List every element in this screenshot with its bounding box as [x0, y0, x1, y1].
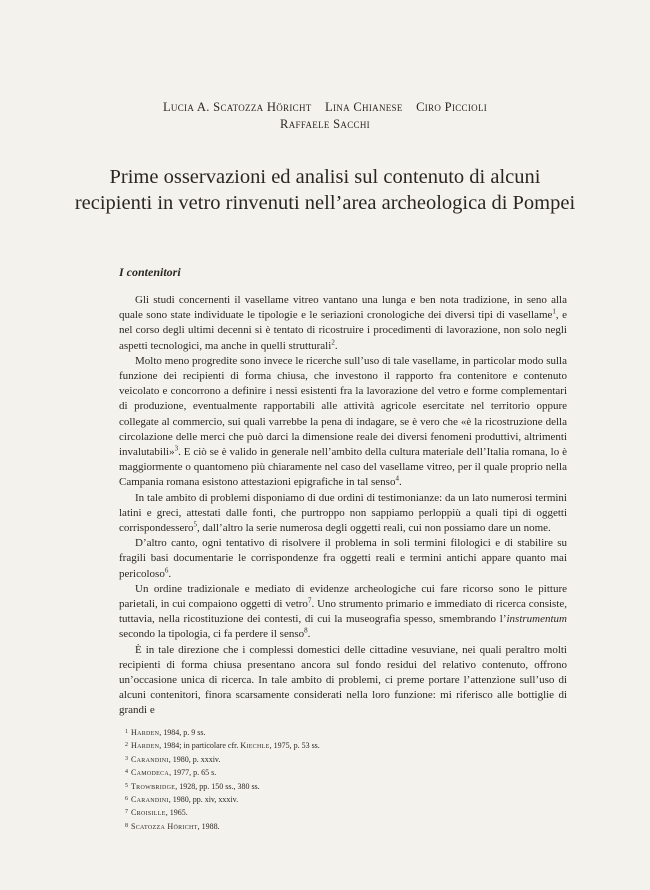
- footnote-ref: 4: [395, 474, 399, 483]
- author-list: [0, 99, 650, 133]
- footnote: [119, 780, 567, 793]
- footnote-text: , 1988.: [197, 821, 220, 831]
- text-run: .: [168, 567, 172, 580]
- footnote-number: 1: [125, 729, 128, 735]
- footnote-text: , 1980, p. xxxiv.: [168, 754, 221, 764]
- footnote-ref: 1: [552, 307, 556, 316]
- author-name: Lucia A. Scatozza Höricht: [162, 100, 312, 114]
- footnote-text: , 1984; in particolare cfr.: [159, 741, 241, 751]
- footnote-text: , 1928, pp. 150 ss., 380 ss.: [175, 781, 260, 791]
- title-line-2: recipienti in vetro rinvenuti nell’area archeologica di Pompei: [74, 192, 576, 214]
- footnote: [119, 766, 567, 779]
- author-line-1: [0, 99, 650, 116]
- footnote-text: , 1975, p. 53 ss.: [269, 741, 320, 751]
- footnote-author: Harden: [131, 728, 160, 737]
- text-run: .: [334, 339, 338, 352]
- footnote: [119, 726, 567, 739]
- paragraph: [119, 354, 567, 491]
- text-run: Un ordine tradizionale e mediato di evidenze archeologiche cui fare ricorso sono le pitture parietali, in cui compaiono oggetti di vetro: [119, 582, 567, 611]
- footnote-ref: 7: [307, 596, 312, 605]
- footnote-text: , 1984, p. 9 ss.: [159, 728, 206, 737]
- footnote-number: 6: [125, 796, 128, 803]
- paper-title: [40, 164, 610, 216]
- text-run: . Uno strumento primario e immediato di ricerca consiste, tuttavia, nella ricostituzione dei contesti, di cui la museografia spesso, smembrando l’: [119, 598, 567, 626]
- body-text: [119, 293, 567, 719]
- text-run: Molto meno progredite sono invece le ricerche sull’uso di tale vasellame, in particolar modo sulla funzione dei recipienti di forma chiusa, che investono il rapporto fra contenitore e contenuto veicolato e concorrono a definire i nessi esistenti fra la lavorazione del vetro e forme complementari di produzione, eventualmente rapportabili alle attività agricole esercitate nel territorio oppure collegate al commercio, sui quali varrebbe la pena di indagare, se è vero che «è la ricostruzione della circolazione delle merci che può darci la dimensione reale dei diversi fenomeni produttivi, altrimenti invalutabili»: [119, 354, 567, 459]
- footnote: [119, 820, 567, 833]
- footnote-text: , 1965.: [165, 808, 188, 818]
- footnote: [119, 793, 567, 806]
- footnote-number: 3: [125, 755, 128, 762]
- footnote-text: , 1980, pp. xiv, xxxiv.: [168, 795, 239, 805]
- footnote-ref: 6: [164, 566, 169, 574]
- author-name: Ciro Piccioli: [416, 100, 488, 114]
- author-line-2: [0, 116, 650, 133]
- footnote-text: , 1977, p. 65 s.: [169, 768, 217, 778]
- paragraph: [119, 293, 567, 354]
- footnote-author: Kiechle: [240, 741, 270, 751]
- paragraph: [119, 491, 567, 537]
- footnote-ref: 5: [193, 520, 198, 529]
- text-run: .: [307, 628, 311, 641]
- latin-term: instrumentum: [506, 613, 567, 626]
- paragraph: [119, 582, 567, 643]
- footnote-ref: 8: [304, 626, 308, 635]
- text-run: . E ciò se è valido in generale nell’ambito della cultura materiale dell’Italia romana, lo è maggiormente o quantomeno più chiaramente nel caso del vasellame vitreo, per il quale proprio nella Campania romana esistono attestazioni epigrafiche in tal senso: [119, 446, 567, 489]
- footnote-author: Croisille: [131, 808, 166, 818]
- text-run: In tale ambito di problemi disponiamo di due ordini di testimonianze: da un lato numerosi termini latini e greci, attestati dalle fonti, che purtroppo non sappiamo perloppiù a quali tipi di oggetti corrispondessero: [119, 491, 567, 535]
- footnote-author: Scatozza Höricht: [131, 821, 198, 831]
- text-run: È in tale direzione che i complessi domestici delle cittadine vesuviane, nei quali peraltro molti recipienti di forma chiusa presentano ancora sul fondo residui del relativo contenuto, offrono un’occasione unica di ricerca. In tale ambito di problemi, ci preme portare l’attenzione sull’uso di alcuni contenitori, finora scarsamente considerati nella loro funzione: mi riferisco alle bottiglie di grandi e: [119, 643, 567, 717]
- footnote-number: 7: [125, 809, 128, 816]
- footnote-number: 5: [125, 782, 128, 789]
- footnote: [119, 739, 567, 752]
- footnote-author: Camodeca: [131, 768, 170, 778]
- text-run: Gli studi concernenti il vasellame vitreo vantano una lunga e ben nota tradizione, in seno alla quale sono state individuate le tipologie e le seriazioni cronologiche dei diversi tipi di vasellame: [119, 294, 567, 322]
- footnote-ref: 2: [331, 337, 335, 346]
- footnote-ref: 3: [174, 444, 179, 453]
- footnote-author: Carandini: [131, 754, 169, 764]
- text-run: , e nel corso degli ultimi decenni si è tentato di ricostruire i procedimenti di lavorazione, non solo negli aspetti tecnologici, ma anche in quelli strutturali: [119, 309, 567, 352]
- footnote-number: 8: [125, 822, 128, 829]
- footnote-number: 2: [125, 742, 128, 749]
- footnote-author: Trowbridge: [131, 781, 176, 791]
- footnote-author: Carandini: [131, 795, 169, 805]
- text-run: .: [398, 476, 402, 489]
- footnote-author: Harden: [131, 741, 160, 751]
- footnotes: [119, 726, 567, 833]
- text-run: , dall’altro la serie numerosa degli oggetti reali, cui non possiamo dare un nome.: [197, 522, 551, 535]
- footnote-number: 4: [125, 769, 128, 776]
- section-heading: I contenitori: [119, 265, 181, 279]
- title-line-1: Prime osservazioni ed analisi sul contenuto di alcuni: [109, 166, 541, 188]
- paragraph: [119, 536, 567, 582]
- author-name: Raffaele Sacchi: [280, 117, 370, 131]
- text-run: secondo la tipologia, ci fa perdere il senso: [119, 628, 305, 641]
- footnote: [119, 806, 567, 819]
- author-name: Lina Chianese: [325, 100, 403, 114]
- text-run: D’altro canto, ogni tentativo di risolvere il problema in soli termini filologici e di stabilire su fragili basi documentarie le corrispondenze fra oggetti reali e termini antichi appare quanto mai pericoloso: [119, 537, 567, 580]
- paragraph: [119, 643, 567, 719]
- footnote: [119, 753, 567, 766]
